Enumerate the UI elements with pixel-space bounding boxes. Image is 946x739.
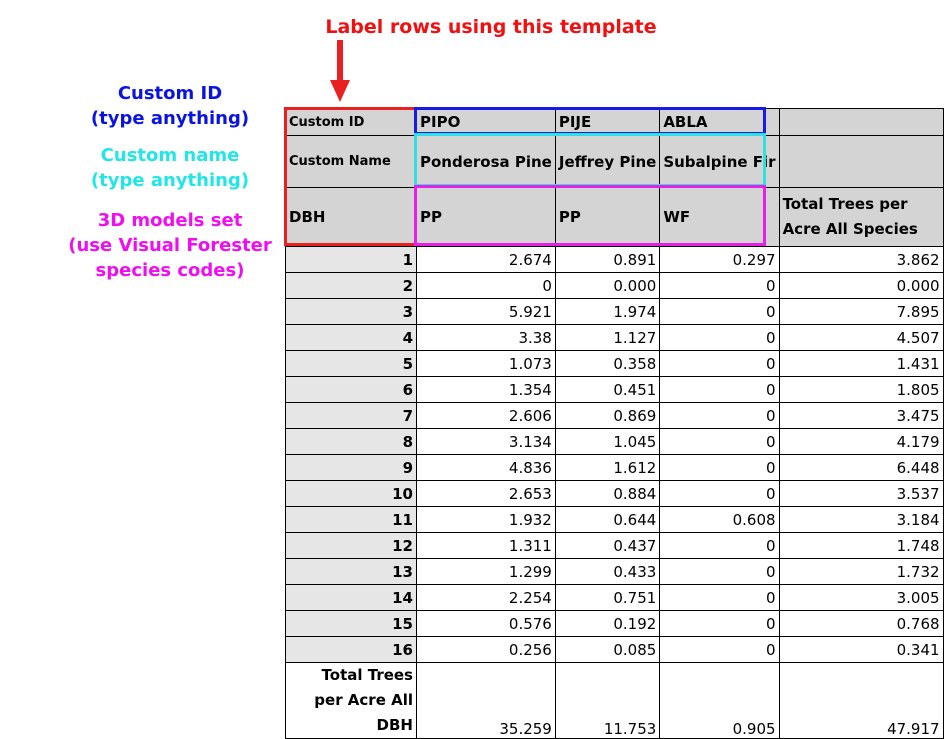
custom-id-row	[286, 109, 944, 136]
value-cell[interactable]: 0.644	[555, 507, 659, 533]
value-cell[interactable]: 0.884	[555, 481, 659, 507]
value-cell[interactable]: 0.437	[555, 533, 659, 559]
down-arrow-icon	[330, 40, 350, 102]
table-row	[286, 273, 944, 299]
value-cell[interactable]: 0	[660, 273, 779, 299]
value-cell[interactable]: 2.653	[417, 481, 556, 507]
value-cell[interactable]: 2.606	[417, 403, 556, 429]
value-cell[interactable]: 0	[660, 637, 779, 663]
value-cell[interactable]: 1.354	[417, 377, 556, 403]
model-cell[interactable]: PP	[555, 188, 659, 247]
row-label-custom-id[interactable]: Custom ID	[286, 109, 417, 136]
legend-custom-id-note: (type anything)	[90, 108, 250, 129]
table-row	[286, 351, 944, 377]
table-row	[286, 455, 944, 481]
value-cell[interactable]: 0.608	[660, 507, 779, 533]
value-cell[interactable]: 0	[660, 351, 779, 377]
table-row	[286, 533, 944, 559]
legend-custom-name-note: (type anything)	[90, 170, 250, 191]
value-cell[interactable]: 1.127	[555, 325, 659, 351]
value-cell[interactable]: 0.297	[660, 247, 779, 273]
column-total-cell[interactable]: 11.753	[555, 663, 659, 739]
empty-header-cell[interactable]	[779, 109, 943, 136]
dbh-cell[interactable]: 12	[286, 533, 417, 559]
table-row	[286, 377, 944, 403]
legend-custom-id-title: Custom ID	[117, 83, 223, 104]
legend-custom-name-title: Custom name	[100, 145, 240, 166]
value-cell[interactable]: 0	[660, 611, 779, 637]
dbh-cell[interactable]: 2	[286, 273, 417, 299]
table-row	[286, 325, 944, 351]
legend-3d-models-title: 3D models set	[97, 210, 243, 231]
table-row	[286, 611, 944, 637]
value-cell[interactable]: 0	[660, 429, 779, 455]
model-cell[interactable]: WF	[660, 188, 779, 247]
value-cell[interactable]: 1.932	[417, 507, 556, 533]
id-cell[interactable]: ABLA	[660, 109, 779, 136]
legend-3d-models-note-1: (use Visual Forester	[68, 235, 272, 256]
value-cell[interactable]: 0	[660, 325, 779, 351]
dbh-cell[interactable]: 3	[286, 299, 417, 325]
species-dbh-table	[285, 108, 944, 739]
dbh-cell[interactable]: 1	[286, 247, 417, 273]
value-cell[interactable]: 0.451	[555, 377, 659, 403]
value-cell[interactable]: 4.836	[417, 455, 556, 481]
table-row	[286, 637, 944, 663]
value-cell[interactable]: 3.134	[417, 429, 556, 455]
legend-3d-models	[40, 208, 300, 283]
row-total-cell[interactable]: 7.895	[779, 299, 943, 325]
value-cell[interactable]: 0	[660, 559, 779, 585]
table-row	[286, 429, 944, 455]
value-cell[interactable]: 0.433	[555, 559, 659, 585]
row-total-cell[interactable]: 0.000	[779, 273, 943, 299]
column-total-cell[interactable]: 35.259	[417, 663, 556, 739]
row-total-cell[interactable]: 3.537	[779, 481, 943, 507]
custom-name-row	[286, 136, 944, 188]
row-total-cell[interactable]: 3.184	[779, 507, 943, 533]
dbh-cell[interactable]: 7	[286, 403, 417, 429]
table-row	[286, 247, 944, 273]
value-cell[interactable]: 0.576	[417, 611, 556, 637]
value-cell[interactable]: 0	[660, 533, 779, 559]
value-cell[interactable]: 0	[660, 455, 779, 481]
legend-custom-id	[40, 81, 300, 131]
row-total-cell[interactable]: 6.448	[779, 455, 943, 481]
value-cell[interactable]: 0	[660, 481, 779, 507]
dbh-cell[interactable]: 9	[286, 455, 417, 481]
table-row	[286, 403, 944, 429]
table-row	[286, 559, 944, 585]
name-cell[interactable]: Subalpine Fir	[660, 136, 779, 188]
row-total-cell[interactable]: 0.768	[779, 611, 943, 637]
value-cell[interactable]: 0	[660, 377, 779, 403]
value-cell[interactable]: 1.311	[417, 533, 556, 559]
legend-3d-models-note-2: species codes)	[95, 260, 245, 281]
name-cell[interactable]: Jeffrey Pine	[555, 136, 659, 188]
value-cell[interactable]: 1.073	[417, 351, 556, 377]
row-label-dbh[interactable]: DBH	[286, 188, 417, 247]
row-total-cell[interactable]: 1.431	[779, 351, 943, 377]
empty-header-cell[interactable]	[779, 136, 943, 188]
legend-custom-name	[40, 143, 300, 193]
grand-total-cell[interactable]: 47.917	[779, 663, 943, 739]
row-total-cell[interactable]: 1.732	[779, 559, 943, 585]
value-cell[interactable]: 0.192	[555, 611, 659, 637]
instruction-title: Label rows using this template	[325, 16, 657, 38]
table-row	[286, 585, 944, 611]
table-row	[286, 299, 944, 325]
value-cell[interactable]: 0.891	[555, 247, 659, 273]
total-species-header[interactable]: Total Trees per Acre All Species	[779, 188, 943, 247]
value-cell[interactable]: 0.869	[555, 403, 659, 429]
table-row	[286, 481, 944, 507]
row-total-cell[interactable]: 4.179	[779, 429, 943, 455]
value-cell[interactable]: 3.38	[417, 325, 556, 351]
row-label-custom-name[interactable]: Custom Name	[286, 136, 417, 188]
value-cell[interactable]: 0.751	[555, 585, 659, 611]
value-cell[interactable]: 0.256	[417, 637, 556, 663]
id-cell[interactable]: PIPO	[417, 109, 556, 136]
value-cell[interactable]: 0.085	[555, 637, 659, 663]
dbh-cell[interactable]: 13	[286, 559, 417, 585]
value-cell[interactable]: 1.974	[555, 299, 659, 325]
value-cell[interactable]: 0	[417, 273, 556, 299]
value-cell[interactable]: 0	[660, 403, 779, 429]
row-total-cell[interactable]: 0.341	[779, 637, 943, 663]
name-cell[interactable]: Ponderosa Pine	[417, 136, 556, 188]
row-total-cell[interactable]: 1.805	[779, 377, 943, 403]
value-cell[interactable]: 0.358	[555, 351, 659, 377]
dbh-cell[interactable]: 6	[286, 377, 417, 403]
dbh-cell[interactable]: 8	[286, 429, 417, 455]
value-cell[interactable]: 5.921	[417, 299, 556, 325]
total-dbh-label[interactable]: Total Trees per Acre All DBH	[286, 663, 417, 739]
dbh-cell[interactable]: 15	[286, 611, 417, 637]
value-cell[interactable]: 0	[660, 299, 779, 325]
table-row	[286, 507, 944, 533]
totals-row	[286, 663, 944, 739]
dbh-cell[interactable]: 16	[286, 637, 417, 663]
value-cell[interactable]: 2.674	[417, 247, 556, 273]
value-cell[interactable]: 1.299	[417, 559, 556, 585]
dbh-cell[interactable]: 5	[286, 351, 417, 377]
row-total-cell[interactable]: 3.475	[779, 403, 943, 429]
value-cell[interactable]: 0.000	[555, 273, 659, 299]
model-row	[286, 188, 944, 247]
id-cell[interactable]: PIJE	[555, 109, 659, 136]
column-total-cell[interactable]: 0.905	[660, 663, 779, 739]
row-total-cell[interactable]: 3.862	[779, 247, 943, 273]
value-cell[interactable]: 1.612	[555, 455, 659, 481]
dbh-cell[interactable]: 11	[286, 507, 417, 533]
dbh-cell[interactable]: 14	[286, 585, 417, 611]
row-total-cell[interactable]: 4.507	[779, 325, 943, 351]
row-total-cell[interactable]: 3.005	[779, 585, 943, 611]
value-cell[interactable]: 2.254	[417, 585, 556, 611]
value-cell[interactable]: 1.045	[555, 429, 659, 455]
dbh-cell[interactable]: 10	[286, 481, 417, 507]
dbh-cell[interactable]: 4	[286, 325, 417, 351]
row-total-cell[interactable]: 1.748	[779, 533, 943, 559]
value-cell[interactable]: 0	[660, 585, 779, 611]
model-cell[interactable]: PP	[417, 188, 556, 247]
